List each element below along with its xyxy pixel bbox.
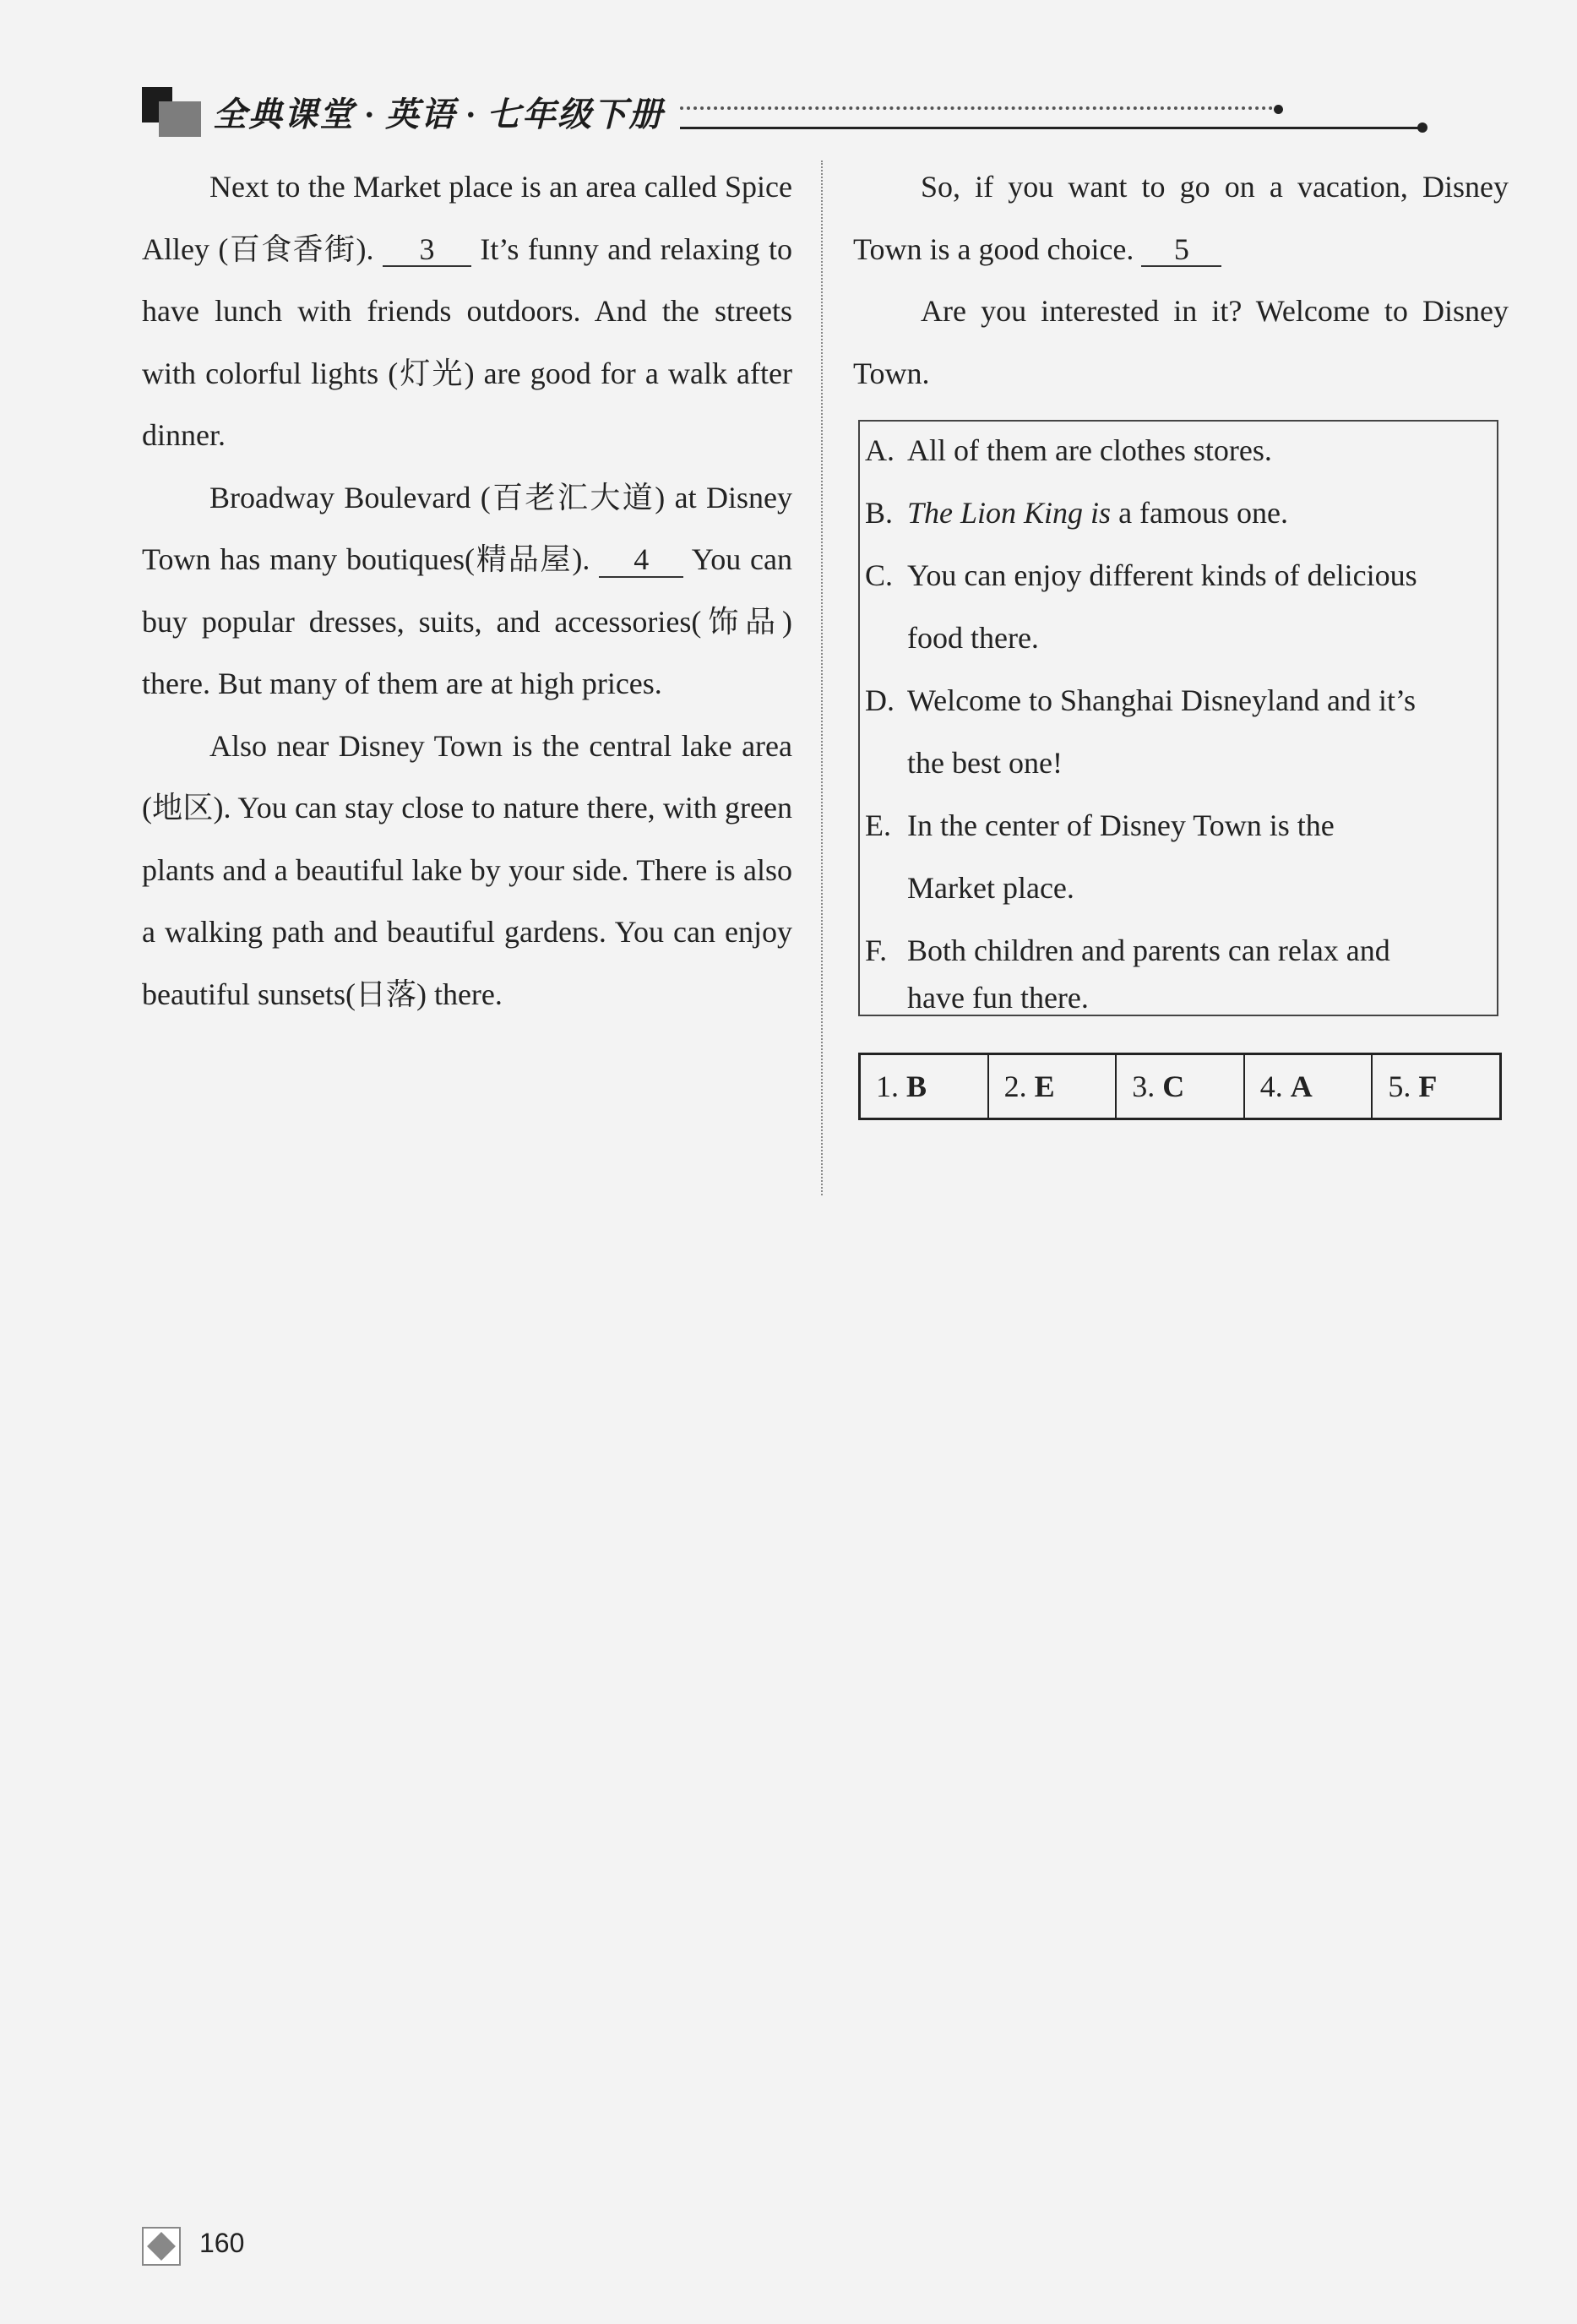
- answer-cell: 1. B: [861, 1055, 989, 1118]
- answer-cell: 5. F: [1388, 1069, 1438, 1103]
- option-e-text: In the center of Disney Town is the: [907, 808, 1335, 842]
- header-logo-block-gray: [159, 101, 201, 137]
- option-b: B. The Lion King is a famous one.: [865, 496, 1288, 530]
- option-a: A. All of them are clothes stores.: [865, 433, 1272, 467]
- paragraph-central-lake: [142, 716, 792, 1026]
- paragraph-broadway-boulevard: [142, 467, 792, 716]
- header-title: 全典课堂 · 英语 · 七年级下册: [213, 95, 664, 133]
- left-column: [142, 156, 792, 1026]
- paragraph-text: Broadway Boulevard (百老汇大道) at Disney Town has many boutiques(精品屋).: [142, 480, 792, 576]
- answer-letter: C: [1162, 1069, 1185, 1103]
- answer-letter: A: [1290, 1069, 1313, 1103]
- option-e-continuation: Market place.: [907, 871, 1074, 905]
- answer-letter: F: [1418, 1069, 1438, 1103]
- option-b-text: a famous one.: [1118, 496, 1288, 530]
- option-d-text: Welcome to Shanghai Disneyland and it’s: [907, 683, 1416, 717]
- answer-letter: E: [1034, 1069, 1055, 1103]
- option-f-text: Both children and parents can relax and: [907, 933, 1390, 967]
- paragraph-text: Next to the Market place is an area called Spice Alley (百食香街).: [142, 170, 792, 266]
- answer-cell: 3. C: [1117, 1055, 1245, 1118]
- page-number: 160: [199, 2228, 245, 2258]
- answer-key-table: [858, 1053, 1502, 1120]
- option-d: D. Welcome to Shanghai Disneyland and it’s: [865, 683, 1416, 717]
- answer-blank-5: 5: [1141, 234, 1221, 268]
- header-end-dot: [1417, 122, 1427, 133]
- answer-letter: B: [906, 1069, 927, 1103]
- option-d-continuation: the best one!: [907, 746, 1063, 780]
- header-dotted-rule: [680, 106, 1280, 110]
- option-f-continuation: have fun there.: [907, 981, 1089, 1015]
- paragraph-text: So, if you want to go on a vacation, Disney Town is a good choice.: [853, 170, 1509, 266]
- right-column: [853, 156, 1509, 405]
- paragraph-spice-alley: [142, 156, 792, 467]
- option-c-text: You can enjoy different kinds of delicious: [907, 558, 1417, 592]
- header-solid-rule: [680, 127, 1423, 129]
- paragraph-text: It’s funny and relaxing to have lunch with friends outdoors. And the streets with colorful lights (灯光) are good for a walk after dinner.: [142, 231, 793, 452]
- paragraph-text: Also near Disney Town is the central lake area (地区). You can stay close to nature there, with green plants and a beautiful lake by your side. There is also a walking path and beautiful gardens. You can enjoy beautiful sunsets(日落) there.: [142, 728, 792, 1011]
- paragraph-text: You can buy popular dresses, suits, and accessories(饰品) there. But many of them are at high prices.: [142, 542, 793, 700]
- answer-cell: 2. E: [989, 1055, 1117, 1118]
- option-b-italic-title: The Lion King is: [907, 496, 1112, 530]
- answer-blank-4: 4: [599, 544, 683, 578]
- paragraph-welcome: [853, 280, 1509, 405]
- option-c-continuation: food there.: [907, 621, 1039, 655]
- paragraph-vacation: [853, 156, 1509, 280]
- option-e: E. In the center of Disney Town is the: [865, 808, 1335, 842]
- option-f: F. Both children and parents can relax and: [865, 933, 1390, 967]
- option-a-text: All of them are clothes stores.: [907, 433, 1272, 467]
- option-c: C. You can enjoy different kinds of delicious: [865, 558, 1417, 592]
- page-diamond-icon: [142, 2227, 181, 2266]
- column-divider: [821, 161, 823, 1195]
- answer-blank-3: 3: [383, 234, 471, 268]
- paragraph-text: Are you interested in it? Welcome to Disney Town.: [853, 294, 1509, 390]
- header-bullet-dot: [1274, 105, 1283, 114]
- answer-cell: 4. A: [1245, 1055, 1373, 1118]
- options-box: [858, 420, 1498, 1016]
